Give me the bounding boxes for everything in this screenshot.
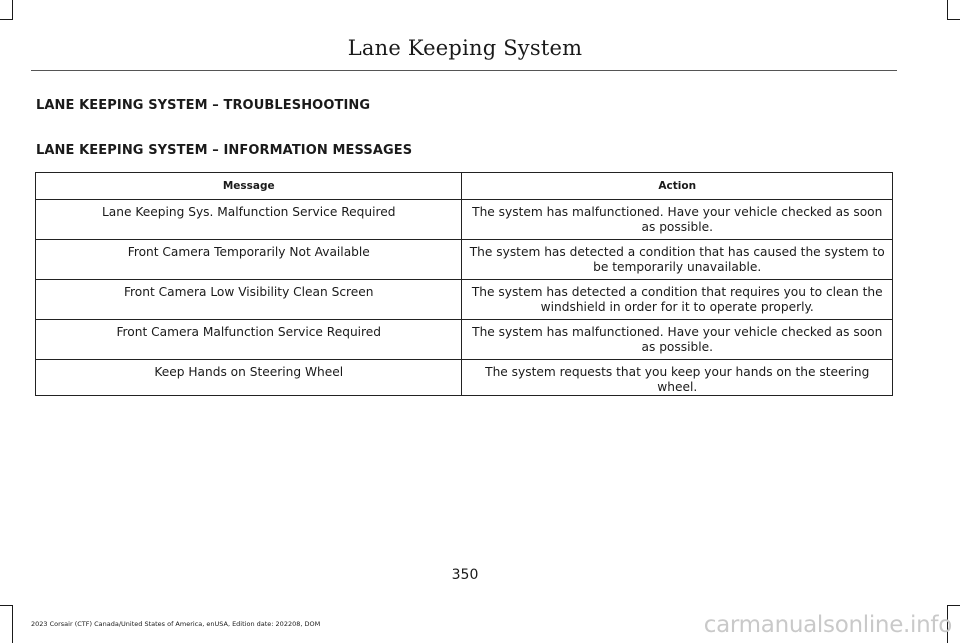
message-cell: Front Camera Temporarily Not Available	[36, 240, 462, 280]
message-cell: Front Camera Low Visibility Clean Screen	[36, 280, 462, 320]
crop-mark-top-right-h	[947, 19, 960, 20]
crop-mark-top-left-v	[12, 0, 13, 20]
section-heading-information-messages: LANE KEEPING SYSTEM – INFORMATION MESSAGES	[36, 143, 413, 158]
crop-mark-bottom-left-v	[12, 605, 13, 643]
message-cell: Lane Keeping Sys. Malfunction Service Required	[36, 200, 462, 240]
table-row	[36, 280, 893, 320]
page-title: Lane Keeping System	[347, 36, 583, 60]
table-header-row	[36, 173, 893, 200]
crop-mark-bottom-right-h	[947, 605, 960, 606]
section-heading-troubleshooting: LANE KEEPING SYSTEM – TROUBLESHOOTING	[36, 98, 371, 113]
crop-mark-top-left-h	[0, 19, 13, 20]
action-cell: The system has malfunctioned. Have your vehicle checked as soon as possible.	[462, 200, 893, 240]
action-cell: The system has detected a condition that has caused the system to be temporarily unavailable.	[462, 240, 893, 280]
message-cell: Keep Hands on Steering Wheel	[36, 360, 462, 396]
message-cell: Front Camera Malfunction Service Required	[36, 320, 462, 360]
title-divider	[31, 70, 897, 71]
table-row	[36, 240, 893, 280]
column-header-action: Action	[462, 173, 893, 200]
crop-mark-bottom-left-h	[0, 605, 13, 606]
watermark[interactable]: carmanualsonline.info	[703, 612, 952, 638]
column-header-message: Message	[36, 173, 462, 200]
page-number: 350	[451, 567, 479, 583]
table-row	[36, 200, 893, 240]
edition-footer: 2023 Corsair (CTF) Canada/United States of America, enUSA, Edition date: 202208, DOM	[31, 620, 321, 628]
information-messages-table	[35, 172, 893, 396]
crop-mark-top-right-v	[947, 0, 948, 20]
action-cell: The system has malfunctioned. Have your vehicle checked as soon as possible.	[462, 320, 893, 360]
action-cell: The system requests that you keep your hands on the steering wheel.	[462, 360, 893, 396]
table-row	[36, 320, 893, 360]
table-row	[36, 360, 893, 396]
action-cell: The system has detected a condition that requires you to clean the windshield in order for it to operate properly.	[462, 280, 893, 320]
